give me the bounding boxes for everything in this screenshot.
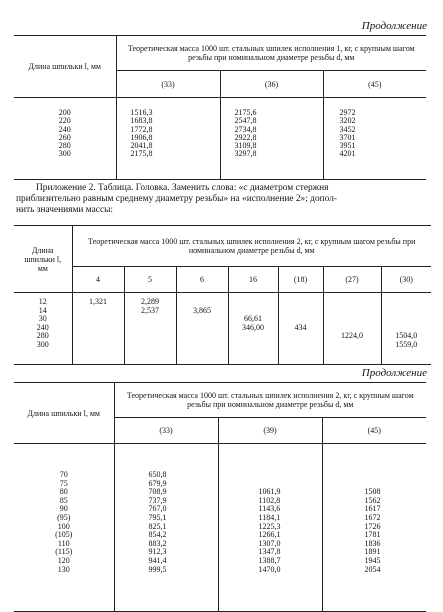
length-column: 200 220 240 260 280 300 xyxy=(14,98,116,180)
data-column: 1516,3 1683,8 1772,8 1906,8 2041,8 2175,8 xyxy=(116,98,220,180)
column-header: (45) xyxy=(323,71,426,98)
data-column: 66,61 346,00 xyxy=(228,293,278,365)
mass-table-execution-2-small xyxy=(14,225,431,365)
column-header: (30) xyxy=(381,267,431,293)
group-header: Теоретическая масса 1000 шт. стальных шпилек исполнения 1, кг, с крупным шагом резьбы при номинальном диаметре резьбы d, мм xyxy=(116,36,426,71)
data-column: 2,289 2,537 xyxy=(124,293,176,365)
note-line: приблизительно равным среднему диаметру резьбы» на «исполнение 2»; допол- xyxy=(16,194,338,204)
appendix-note xyxy=(16,183,428,216)
data-column: 3,865 xyxy=(176,293,228,365)
data-column: 1061,9 1102,8 1143,6 1184,1 1225,3 1266,1 1307,0 1347,8 1388,7 1470,0 xyxy=(218,444,322,612)
group-header: Теоретическая масса 1000 шт. стальных шпилек исполнения 2, кг, с крупным шагом резьбы при номинальном диаметре резьбы d, мм xyxy=(114,383,426,418)
length-column: 70 75 80 85 90 (95) 100 (105) 110 (115) 120 130 xyxy=(14,444,114,612)
mass-table-execution-2-large xyxy=(14,382,426,612)
data-column: 1504,0 1559,0 xyxy=(381,293,431,365)
data-column: 1224,0 xyxy=(323,293,381,365)
data-column: 650,8 679,9 708,9 737,9 767,0 795,1 825,1 854,2 883,2 912,3 941,4 999,5 xyxy=(114,444,218,612)
data-column: 434 xyxy=(278,293,323,365)
mass-table-execution-1 xyxy=(14,35,426,180)
data-column: 1508 1562 1617 1672 1726 1781 1836 1891 1945 2054 xyxy=(322,444,426,612)
data-column: 1,321 xyxy=(72,293,124,365)
row-header: Длина шпильки l, мм xyxy=(14,36,116,98)
column-header: (27) xyxy=(323,267,381,293)
column-header: (36) xyxy=(220,71,323,98)
length-column: 12 14 30 240 280 300 xyxy=(14,293,72,365)
group-header: Теоретическая масса 1000 шт. стальных шпилек исполнения 2, кг, с крупным шагом резьбы при номинальном диаметре резьбы d, мм xyxy=(72,226,431,267)
data-column: 2175,6 2547,8 2734,8 2922,8 3109,8 3297,8 xyxy=(220,98,323,180)
column-header: (45) xyxy=(322,418,426,444)
column-header: (39) xyxy=(218,418,322,444)
continuation-label: Продолжение xyxy=(361,367,427,379)
column-header: (18) xyxy=(278,267,323,293)
column-header: (33) xyxy=(116,71,220,98)
note-line: нить значениями массы: xyxy=(16,205,114,215)
data-column: 2972 3202 3452 3701 3951 4201 xyxy=(323,98,426,180)
note-line: Приложение 2. Таблица. Головка. Заменить слова: «с диаметром стержня xyxy=(36,183,329,193)
column-header: 4 xyxy=(72,267,124,293)
column-header: (33) xyxy=(114,418,218,444)
continuation-label: Продолжение xyxy=(361,20,427,32)
column-header: 16 xyxy=(228,267,278,293)
column-header: 6 xyxy=(176,267,228,293)
column-header: 5 xyxy=(124,267,176,293)
row-header: Длина шпильки l, мм xyxy=(14,226,72,293)
row-header: Длина шпильки l, мм xyxy=(14,383,114,444)
